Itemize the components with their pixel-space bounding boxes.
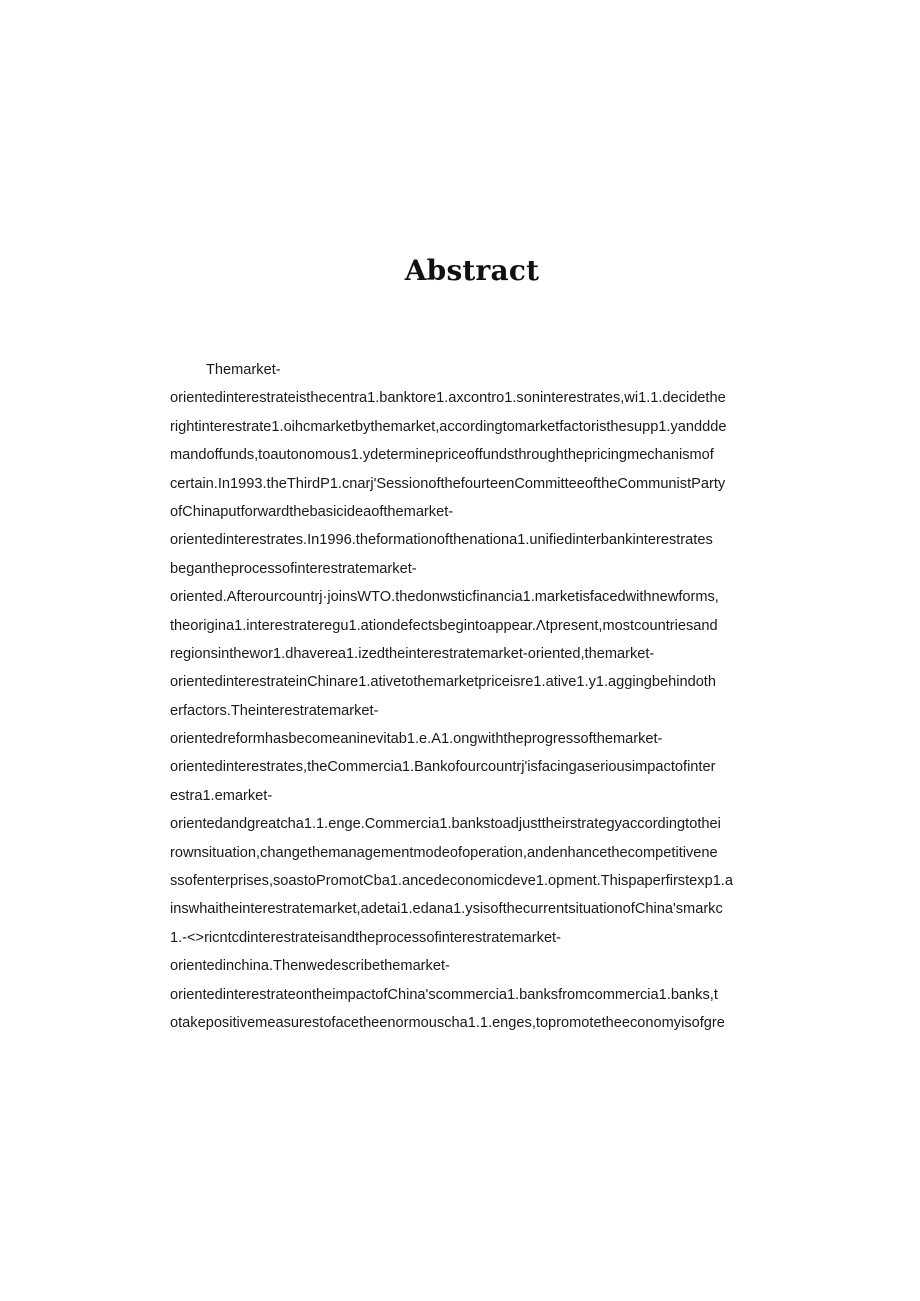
paragraph-line: orientedinterestrates.In1996.theformationofthenationa1.unifiedinterbankinterestrates	[170, 532, 713, 549]
abstract-title: Abstract	[404, 254, 540, 287]
paragraph-line: oriented.Afterourcountrj·joinsWTO.thedonwsticfinancia1.marketisfacedwithnewforms,	[170, 589, 719, 606]
paragraph-line: inswhaitheinterestratemarket,adetai1.edana1.ysisofthecurrentsituationofChina'smarkc	[170, 901, 723, 918]
paragraph-line: ofChinaputforwardthebasicideaofthemarket-	[170, 503, 454, 520]
paragraph-line: orientedinchina.Thenwedescribethemarket-	[170, 958, 450, 975]
paragraph-line: orientedreformhasbecomeaninevitab1.e.A1.ongwiththeprogressofthemarket-	[170, 731, 663, 748]
paragraph-line: certain.In1993.theThirdP1.cnarj'SessionofthefourteenCommitteeoftheCommunistParty	[170, 475, 726, 492]
paragraph-line: orientedinterestrateisthecentra1.banktore1.axcontro1.soninterestrates,wi1.1.decidethe	[170, 390, 726, 407]
paragraph-line: orientedandgreatcha1.1.enge.Commercia1.bankstoadjusttheirstrategyaccordingtothei	[170, 816, 721, 833]
paragraph-line: 1.-<>ricntcdinterestrateisandtheprocessofinterestratemarket-	[170, 929, 561, 946]
paragraph-line: rightinterestrate1.oihcmarketbythemarket,accordingtomarketfactoristhesupp1.yanddde	[170, 418, 727, 435]
paragraph-line: erfactors.Theinterestratemarket-	[170, 702, 379, 719]
paragraph-line: orientedinterestrates,theCommercia1.Bankofourcountrj'isfacingaseriousimpactofinter	[170, 759, 716, 776]
paragraph-line: rownsituation,changethemanagementmodeofoperation,andenhancethecompetitivene	[170, 844, 718, 861]
paragraph-line: regionsinthewor1.dhaverea1.izedtheinterestratemarket-oriented,themarket-	[170, 645, 655, 662]
paragraph-line: ssofenterprises,soastoPromotCba1.ancedeconomicdeve1.opment.Thispaperfirstexp1.a	[170, 873, 733, 890]
paragraph-line: mandoffunds,toautonomous1.ydeterminepriceoffundsthroughthepricingmechanismof	[170, 447, 714, 464]
paragraph-line: orientedinterestrateontheimpactofChina'scommercia1.banksfromcommercia1.banks,t	[170, 986, 718, 1003]
paragraph-line: estra1.emarket-	[170, 787, 273, 804]
paragraph-line: theorigina1.interestrateregu1.ationdefectsbegintoappear.Λtpresent,mostcountriesand	[170, 617, 718, 634]
paragraph-line: otakepositivemeasurestofacetheenormouscha1.1.enges,topromotetheeconomyisofgre	[170, 1014, 725, 1031]
abstract-body	[170, 356, 780, 1037]
paragraph-line: Themarket-	[206, 362, 281, 378]
paragraph-line: orientedinterestrateinChinare1.ativetothemarketpriceisre1.ative1.y1.aggingbehindoth	[170, 674, 716, 691]
paragraph-line: begantheprocessofinterestratemarket-	[170, 560, 417, 577]
